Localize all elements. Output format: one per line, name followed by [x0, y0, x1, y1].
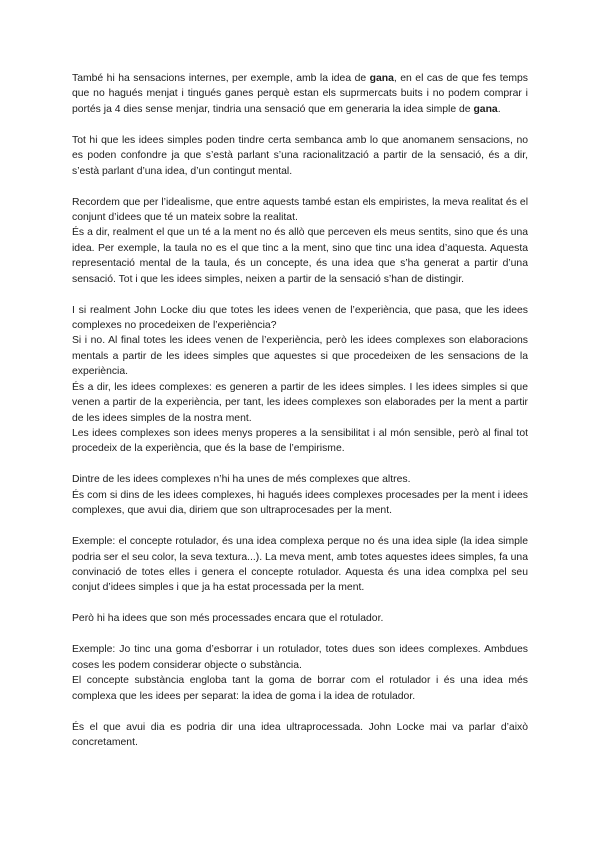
paragraph — [72, 611, 528, 626]
text-line — [72, 488, 528, 519]
text-line — [72, 472, 528, 487]
bold-term: gana — [369, 73, 394, 84]
bold-term: gana — [473, 103, 498, 115]
text-line — [72, 133, 528, 179]
paragraph — [72, 303, 528, 457]
paragraph — [72, 534, 528, 596]
text-line — [72, 673, 528, 704]
text-segment: I si realment John Locke diu que totes les idees venen de l’experiència, que pasa, que les idees complexes no procedeixen de l’experiència? — [72, 304, 528, 332]
text-segment: . — [497, 103, 501, 115]
text-line — [72, 534, 528, 596]
text-line — [72, 303, 528, 334]
text-segment: És el que avui dia es podria dir una idea ultraprocessada. John Locke mai va parlar d’això concretament. — [72, 721, 528, 748]
text-segment: També hi ha sensacions internes, per exemple, amb la idea de — [72, 73, 370, 84]
text-segment: Les idees complexes son idees menys properes a la sensibilitat i al món sensible, però al final tot procedeix de la experiència, que és la base de l’empirisme. — [72, 427, 528, 455]
paragraph — [72, 720, 528, 751]
text-segment: , en el cas de que fes temps que no hagués menjat i tingués ganes perquè estan els suprmercats buits i no podem comprar i portés ja 4 dies sense menjar, tindria una sensació que em generaria la idea simple de — [72, 73, 528, 115]
text-line — [72, 426, 528, 457]
text-line — [72, 333, 528, 379]
paragraph — [72, 642, 528, 704]
text-segment: Exemple: el concepte rotulador, és una idea complexa perque no és una idea siple (la idea simple podria ser el seu color, la seva textura...). La meva ment, amb totes aquestes idees simples, fa una convinació de totes elles i genera el concepte rotulador. Aquesta és una idea complxa pel seu conjut d’idees simples i que ja ha estat processada per la ment. — [72, 536, 528, 594]
text-line — [72, 380, 528, 426]
text-line — [72, 195, 528, 226]
text-segment: Exemple: Jo tinc una goma d’esborrar i un rotulador, totes dues son idees complexes. Ambdues coses les podem considerar objecte o substància. — [72, 644, 528, 671]
text-segment: Recordem que per l’idealisme, que entre aquests també estan els empiristes, la meva realitat és el conjunt d’idees que té un mateix sobre la realitat. — [72, 196, 528, 224]
paragraph — [72, 195, 528, 287]
text-segment: Si i no. Al final totes les idees venen de l’experiència, però les idees complexes son elaboracions mentals a partir de les idees simples que aquestes si que procedeixen de les sensacions de la experiència. — [72, 335, 528, 378]
text-line — [72, 71, 528, 117]
text-segment: És a dir, les idees complexes: es generen a partir de les idees simples. I les idees simples si que venen a partir de la experiència, per tant, les idees complexes son elaborades per la ment a partir de les idees simples de la nostra ment. — [72, 381, 528, 424]
text-segment: És a dir, realment el que un té a la ment no és allò que perceven els meus sentits, sino que és una idea. Per exemple, la taula no es el que tinc a la ment, sino que tinc una idea d’aquesta. Aquesta representació mental de la taula, és un concepte, és una idea que s’ha generat a partir d’una sensació. Tot i que les idees simples, neixen a partir de la sensació s’han de distingir. — [72, 227, 528, 285]
paragraph — [72, 133, 528, 179]
text-line — [72, 642, 528, 673]
text-segment: Però hi ha idees que son més processades encara que el rotulador. — [72, 613, 384, 625]
paragraph — [72, 71, 528, 117]
text-line — [72, 225, 528, 287]
paragraph — [72, 472, 528, 518]
text-segment: El concepte substància engloba tant la goma de borrar com el rotulador i és una idea més complexa que les idees per separat: la idea de goma i la idea de rotulador. — [72, 675, 528, 702]
text-segment: És com si dins de les idees complexes, hi hagués idees complexes procesades per la ment i idees complexes, que avui dia, diriem que son ultraprocesades per la ment. — [72, 489, 528, 517]
text-line — [72, 611, 528, 626]
document-body — [72, 71, 528, 766]
text-segment: Tot hi que les idees simples poden tindre certa sembanca amb lo que anomanem sensacions, no es poden confondre ja que s’està parlant s’una racionalització a partir de la sensació, és a dir, s’està parlant d’una idea, d’un contingut mental. — [72, 134, 528, 177]
text-line — [72, 720, 528, 751]
text-segment: Dintre de les idees complexes n’hi ha unes de més complexes que altres. — [72, 474, 411, 486]
